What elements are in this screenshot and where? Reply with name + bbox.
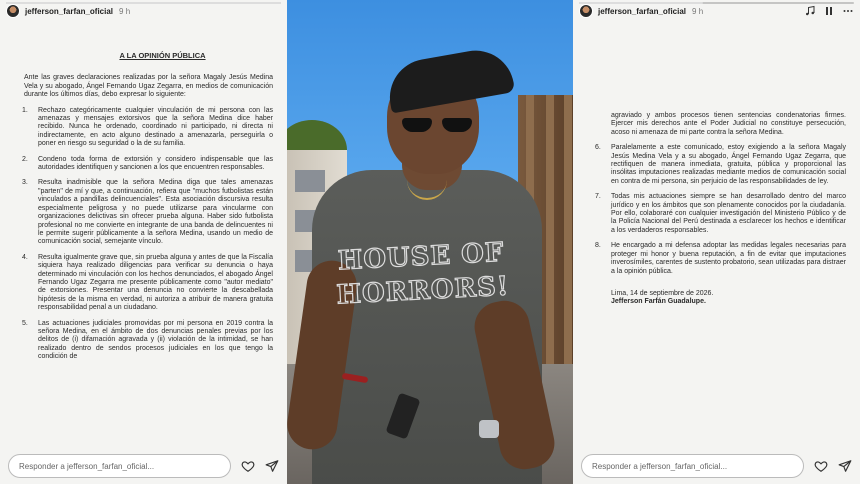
item-number: 7. [595,193,601,201]
item-text: Resulta igualmente grave que, sin prueba alguna y antes de que la Fiscalía siquiera haya realizado diligencias para verificar su denuncia o haya determinado mi vinculación con los hechos denunciados, el abogado Ángel Fernando Ugaz Zegarra me presente públicamente como "autor mediato" de extorsiones. Presentar una denuncia no convierte la descabellada hipótesis de la misma en verdad, ni autoriza a atribuir de manera gratuita responsabilidad penal a un ciudadano. [38,253,273,312]
document-item [22,320,273,362]
music-note-icon[interactable] [804,5,816,17]
heart-icon[interactable] [241,459,255,473]
document-item [595,193,846,235]
story-time: 9 h [119,6,131,16]
story-header-actions [804,5,854,17]
document-title: A LA OPINIÓN PÚBLICA [119,51,206,60]
story-panel-right[interactable] [573,0,860,484]
item-text: Resulta inadmisible que la señora Medina diga que tales amenazas "parten" de mí y que, a continuación, refiera que "muchos futbolistas están vinculados a pandillas delincuenciales". Esta asociación discursiva resulta especialmente peligrosa y no puede utilizarse para vincularme con organizaciones delictivas sin ofrecer prueba alguna. Haber sido futbolista profesional no me convierte en integrante de una banda de delincuentes ni le permite sugerir públicamente a la señora Medina, usando un medio de comunicación social, semejante vínculo. [38,179,273,246]
reply-bar [8,454,279,478]
document-item [22,179,273,246]
item-text: Todas mis actuaciones siempre se han desarrollado dentro del marco jurídico y en los ámbitos que son plenamente conocidos por la ciudadanía. Por ello, colaboraré con cualquier investigación del Ministerio Público y de la Policía Nacional del Perú destinada a esclarecer los hechos e identificar a los verdaderos responsables. [611,193,846,234]
item-number: 3. [22,179,28,187]
item-text: He encargado a mi defensa adoptar las medidas legales necesarias para proteger mi honor y buena reputación, a fin de evitar que imputaciones inverosímiles, carentes de sustento probatorio, sean utilizadas para distraer a la opinión pública. [611,242,846,275]
story-panel-left[interactable] [0,0,287,484]
pause-icon[interactable] [823,5,835,17]
statement-document-page-2 [595,112,846,307]
item-text: Las actuaciones judiciales promovidas por mi persona en 2019 contra la señora Medina, en el ámbito de dos denuncias penales previas por los delitos de (i) difamación agravada y (ii) violación de la intimidad, se han realizado dentro de sendos procesos judiciales en los que tengo la condición de [38,319,273,361]
reply-input[interactable]: Responder a jefferson_farfan_oficial... [8,454,231,478]
story-username[interactable]: jefferson_farfan_oficial [598,6,687,16]
heart-icon[interactable] [814,459,828,473]
more-icon[interactable] [842,5,854,17]
shirt-print [330,235,513,312]
sunglasses [402,118,474,132]
reply-actions [814,459,852,473]
send-icon[interactable] [265,459,279,473]
reply-input[interactable]: Responder a jefferson_farfan_oficial... [581,454,804,478]
item-number: 1. [22,106,28,114]
watch [479,420,499,438]
story-header [6,3,281,19]
document-item [22,254,273,313]
building-column [564,95,572,395]
avatar[interactable] [579,4,593,18]
document-item [595,144,846,186]
item-text: Paralelamente a este comunicado, estoy exigiendo a la señora Magaly Jesús Medina Vela y a su abogado, Ángel Fernando Ugaz Zegarra, que rectifiquen de manera inmediata, gratuita, pública y proporcional las insólitas imputaciones realizadas mediante medios de comunicación social en contra de mi persona, sin perjuicio de las responsabilidades de ley. [611,144,846,185]
shirt-print-line: HOUSE OF [337,237,506,277]
document-item [22,156,273,173]
story-header [579,3,854,19]
document-intro: Ante las graves declaraciones realizadas por la señora Magaly Jesús Medina Vela y su abogado, Ángel Fernando Ugaz Zegarra, en medios de comunicación durante los últimos días, debo expresar lo siguiente: [24,74,273,99]
document-signature: Jefferson Farfán Guadalupe. [611,298,706,306]
item-number: 6. [595,144,601,152]
statement-document-page-1 [22,52,273,369]
document-date: Lima, 14 de septiembre de 2026. [611,289,714,297]
story-username[interactable]: jefferson_farfan_oficial [25,6,114,16]
item-number: 8. [595,242,601,250]
document-continuation: agraviado y ambos procesos tienen sentencias condenatorias firmes. Ejercer mis derechos ante el Poder Judicial no constituye persecución, acoso ni amenaza de mi parte contra la señora Medina. [611,112,846,136]
window [295,170,325,192]
item-number: 4. [22,253,28,261]
shirt-print-line: HORRORS! [335,271,510,311]
story-photo[interactable] [287,0,573,484]
reply-bar [581,454,852,478]
document-item [595,242,846,276]
send-icon[interactable] [838,459,852,473]
reply-actions [241,459,279,473]
item-text: Rechazo categóricamente cualquier vinculación de mi persona con las amenazas y mensajes extorsivos que la señora Medina dice haber recibido. Nunca he ordenado, coordinado ni participado, ni directa ni indirectamente, en acto alguno destinado a amenazarla, perseguirla o poner en riesgo su seguridad o la de su familia. [38,106,273,148]
building-column [546,95,554,395]
avatar[interactable] [6,4,20,18]
item-text: Condeno toda forma de extorsión y considero indispensable que las autoridades identifiquen y sancionen a los que encuentren responsables. [38,155,273,172]
item-number: 2. [22,155,28,163]
item-number: 5. [22,319,28,327]
document-item [22,107,273,149]
story-time: 9 h [692,6,704,16]
